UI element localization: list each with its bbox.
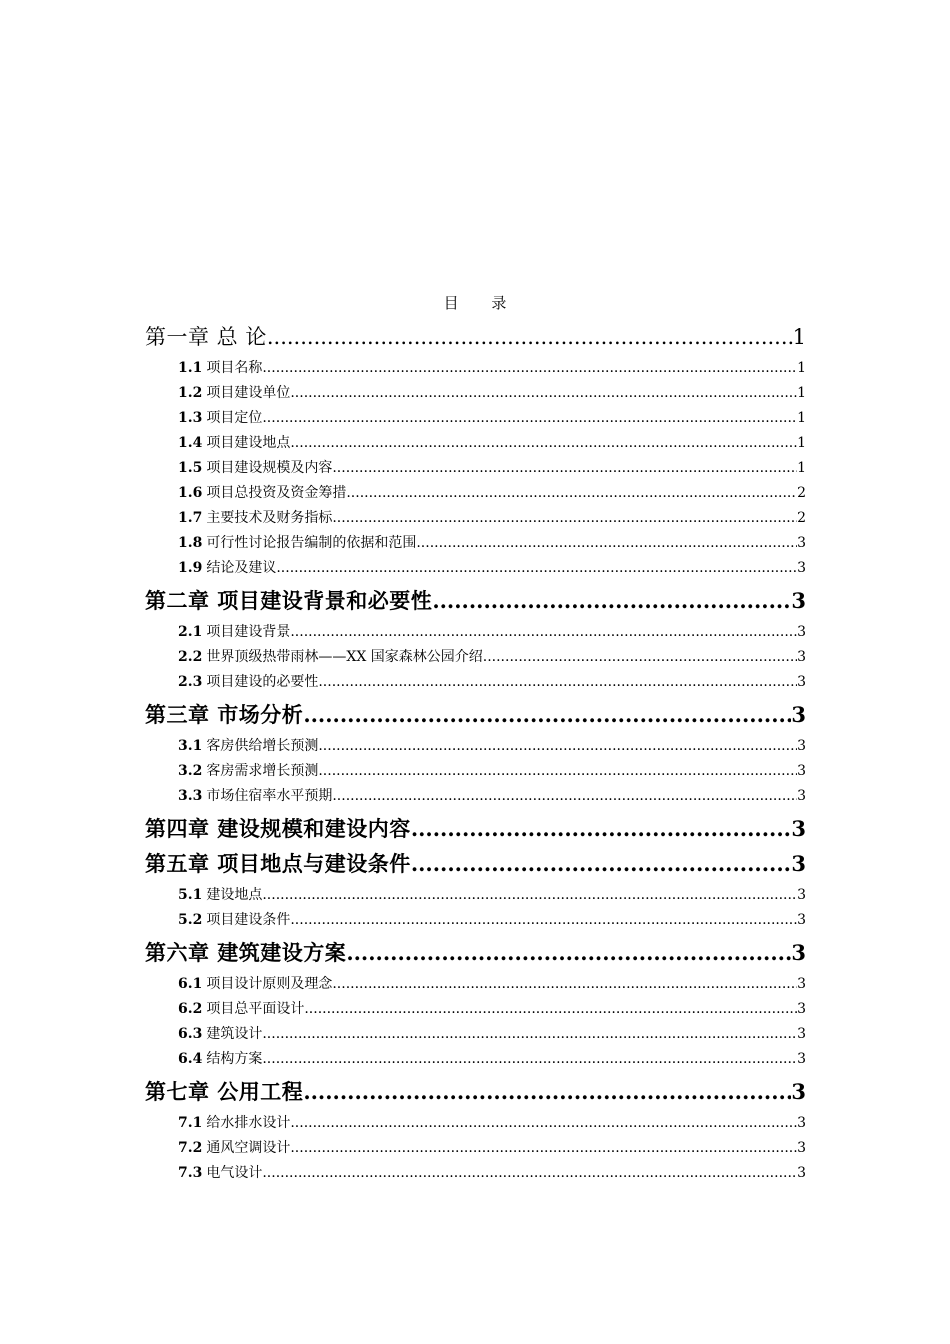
- dot-leader: [346, 938, 791, 968]
- toc-chapter-entry[interactable]: [145, 1077, 806, 1107]
- section-page-number: 3: [797, 976, 806, 992]
- section-title: 主要技术及财务指标: [206, 510, 333, 526]
- toc-section-entry[interactable]: [145, 620, 806, 645]
- chapter-page-number: 3: [791, 588, 806, 613]
- toc-section-entry[interactable]: [145, 1161, 806, 1186]
- section-page-number: 3: [797, 560, 806, 576]
- toc-chapter-entry[interactable]: [145, 814, 806, 844]
- toc-section-entry[interactable]: [145, 670, 806, 695]
- section-page-number: 1: [797, 360, 806, 376]
- section-number: 3.3: [178, 788, 203, 804]
- section-title: 建筑设计: [206, 1026, 263, 1042]
- dot-leader: [262, 883, 797, 908]
- dot-leader: [276, 556, 797, 581]
- toc-section-entry[interactable]: [145, 645, 806, 670]
- section-title: 项目总投资及资金筹措: [206, 485, 347, 501]
- toc-section-entry[interactable]: [145, 759, 806, 784]
- dot-leader: [290, 620, 797, 645]
- toc-section-entry[interactable]: [145, 1047, 806, 1072]
- section-title: 市场住宿率水平预期: [206, 788, 333, 804]
- section-page-number: 3: [797, 788, 806, 804]
- section-title: 项目建设地点: [206, 435, 291, 451]
- dot-leader: [262, 406, 797, 431]
- dot-leader: [332, 784, 797, 809]
- section-number: 6.4: [178, 1051, 203, 1067]
- toc-section-entry[interactable]: [145, 972, 806, 997]
- toc-section-entry[interactable]: [145, 784, 806, 809]
- dot-leader: [332, 972, 797, 997]
- section-title: 项目建设规模及内容: [206, 460, 333, 476]
- section-title: 项目设计原则及理念: [206, 976, 333, 992]
- section-page-number: 3: [797, 674, 806, 690]
- section-page-number: 3: [797, 912, 806, 928]
- dot-leader: [267, 322, 793, 352]
- toc-section-entry[interactable]: [145, 556, 806, 581]
- toc-chapter-entry[interactable]: [145, 700, 806, 730]
- section-page-number: 2: [797, 510, 806, 526]
- section-title: 可行性讨论报告编制的依据和范围: [206, 535, 417, 551]
- dot-leader: [318, 759, 797, 784]
- toc-section-entry[interactable]: [145, 356, 806, 381]
- section-number: 6.1: [178, 976, 203, 992]
- section-page-number: 1: [797, 385, 806, 401]
- section-page-number: 3: [797, 738, 806, 754]
- toc-section-entry[interactable]: [145, 506, 806, 531]
- dot-leader: [318, 734, 797, 759]
- toc-section-entry[interactable]: [145, 531, 806, 556]
- dot-leader: [432, 586, 791, 616]
- section-number: 1.4: [178, 435, 203, 451]
- section-page-number: 1: [797, 410, 806, 426]
- section-title: 项目总平面设计: [206, 1001, 305, 1017]
- section-page-number: 3: [797, 1115, 806, 1131]
- section-title: 结构方案: [206, 1051, 263, 1067]
- dot-leader: [318, 670, 797, 695]
- chapter-title: 第五章 项目地点与建设条件: [145, 851, 411, 876]
- dot-leader: [411, 849, 792, 879]
- section-title: 结论及建议: [206, 560, 277, 576]
- dot-leader: [332, 506, 797, 531]
- section-page-number: 3: [797, 887, 806, 903]
- toc-section-entry[interactable]: [145, 908, 806, 933]
- dot-leader: [290, 1136, 797, 1161]
- dot-leader: [304, 997, 797, 1022]
- section-number: 1.3: [178, 410, 203, 426]
- chapter-page-number: 3: [791, 851, 806, 876]
- section-number: 1.6: [178, 485, 203, 501]
- toc-section-entry[interactable]: [145, 431, 806, 456]
- chapter-title: 第二章 项目建设背景和必要性: [145, 588, 433, 613]
- section-page-number: 3: [797, 624, 806, 640]
- section-title: 客房供给增长预测: [206, 738, 319, 754]
- chapter-page-number: 1: [792, 325, 806, 349]
- toc-section-entry[interactable]: [145, 734, 806, 759]
- section-number: 1.8: [178, 535, 203, 551]
- dot-leader: [303, 700, 791, 730]
- toc-section-entry[interactable]: [145, 381, 806, 406]
- section-page-number: 3: [797, 1165, 806, 1181]
- dot-leader: [262, 1022, 797, 1047]
- section-number: 1.7: [178, 510, 203, 526]
- section-page-number: 2: [797, 485, 806, 501]
- section-number: 6.2: [178, 1001, 203, 1017]
- section-page-number: 3: [797, 1001, 806, 1017]
- section-title: 项目建设的必要性: [206, 674, 319, 690]
- section-title: 客房需求增长预测: [206, 763, 319, 779]
- section-number: 2.2: [178, 649, 203, 665]
- chapter-page-number: 3: [791, 940, 806, 965]
- section-title: 项目建设背景: [206, 624, 291, 640]
- section-title: 项目定位: [206, 410, 263, 426]
- toc-section-entry[interactable]: [145, 481, 806, 506]
- toc-chapter-entry[interactable]: [145, 938, 806, 968]
- section-number: 7.2: [178, 1140, 203, 1156]
- chapter-title: 第四章 建设规模和建设内容: [145, 816, 411, 841]
- section-page-number: 3: [797, 1026, 806, 1042]
- chapter-page-number: 3: [791, 816, 806, 841]
- dot-leader: [290, 431, 797, 456]
- dot-leader: [303, 1077, 791, 1107]
- section-number: 1.2: [178, 385, 203, 401]
- section-number: 7.1: [178, 1115, 203, 1131]
- dot-leader: [332, 456, 797, 481]
- dot-leader: [290, 1111, 797, 1136]
- toc-section-entry[interactable]: [145, 883, 806, 908]
- section-page-number: 1: [797, 460, 806, 476]
- section-number: 5.1: [178, 887, 203, 903]
- dot-leader: [411, 814, 792, 844]
- toc-section-entry[interactable]: [145, 997, 806, 1022]
- section-title: 项目建设条件: [206, 912, 291, 928]
- toc-chapter-entry[interactable]: [145, 586, 806, 616]
- dot-leader: [262, 356, 797, 381]
- section-title: 建设地点: [206, 887, 263, 903]
- section-title: 电气设计: [206, 1165, 263, 1181]
- chapter-title: 第七章 公用工程: [145, 1079, 304, 1104]
- dot-leader: [416, 531, 797, 556]
- section-number: 1.1: [178, 360, 203, 376]
- dot-leader: [483, 645, 797, 670]
- toc-section-entry[interactable]: [145, 1136, 806, 1161]
- toc-section-entry[interactable]: [145, 406, 806, 431]
- chapter-title: 第六章 建筑建设方案: [145, 940, 347, 965]
- chapter-page-number: 3: [791, 702, 806, 727]
- section-title: 项目建设单位: [206, 385, 291, 401]
- dot-leader: [290, 908, 797, 933]
- section-number: 6.3: [178, 1026, 203, 1042]
- toc-section-entry[interactable]: [145, 1111, 806, 1136]
- table-of-contents: [145, 322, 806, 1186]
- section-title: 通风空调设计: [206, 1140, 291, 1156]
- toc-chapter-entry[interactable]: [145, 322, 806, 352]
- dot-leader: [346, 481, 797, 506]
- chapter-title: 第三章 市场分析: [145, 702, 304, 727]
- section-title: 世界顶级热带雨林——XX 国家森林公园介绍: [206, 649, 483, 665]
- section-number: 2.1: [178, 624, 203, 640]
- section-page-number: 1: [797, 435, 806, 451]
- section-number: 3.2: [178, 763, 203, 779]
- section-page-number: 3: [797, 1051, 806, 1067]
- toc-section-entry[interactable]: [145, 1022, 806, 1047]
- dot-leader: [290, 381, 797, 406]
- section-page-number: 3: [797, 1140, 806, 1156]
- dot-leader: [262, 1161, 797, 1186]
- section-number: 5.2: [178, 912, 203, 928]
- section-title: 项目名称: [206, 360, 263, 376]
- toc-title: 目 录: [443, 294, 521, 312]
- section-number: 1.5: [178, 460, 203, 476]
- chapter-title: 第一章 总 论: [145, 325, 267, 349]
- toc-chapter-entry[interactable]: [145, 849, 806, 879]
- section-number: 1.9: [178, 560, 203, 576]
- chapter-page-number: 3: [791, 1079, 806, 1104]
- section-page-number: 3: [797, 763, 806, 779]
- section-number: 3.1: [178, 738, 203, 754]
- section-page-number: 3: [797, 649, 806, 665]
- section-title: 给水排水设计: [206, 1115, 291, 1131]
- section-number: 2.3: [178, 674, 203, 690]
- dot-leader: [262, 1047, 797, 1072]
- toc-section-entry[interactable]: [145, 456, 806, 481]
- section-number: 7.3: [178, 1165, 203, 1181]
- section-page-number: 3: [797, 535, 806, 551]
